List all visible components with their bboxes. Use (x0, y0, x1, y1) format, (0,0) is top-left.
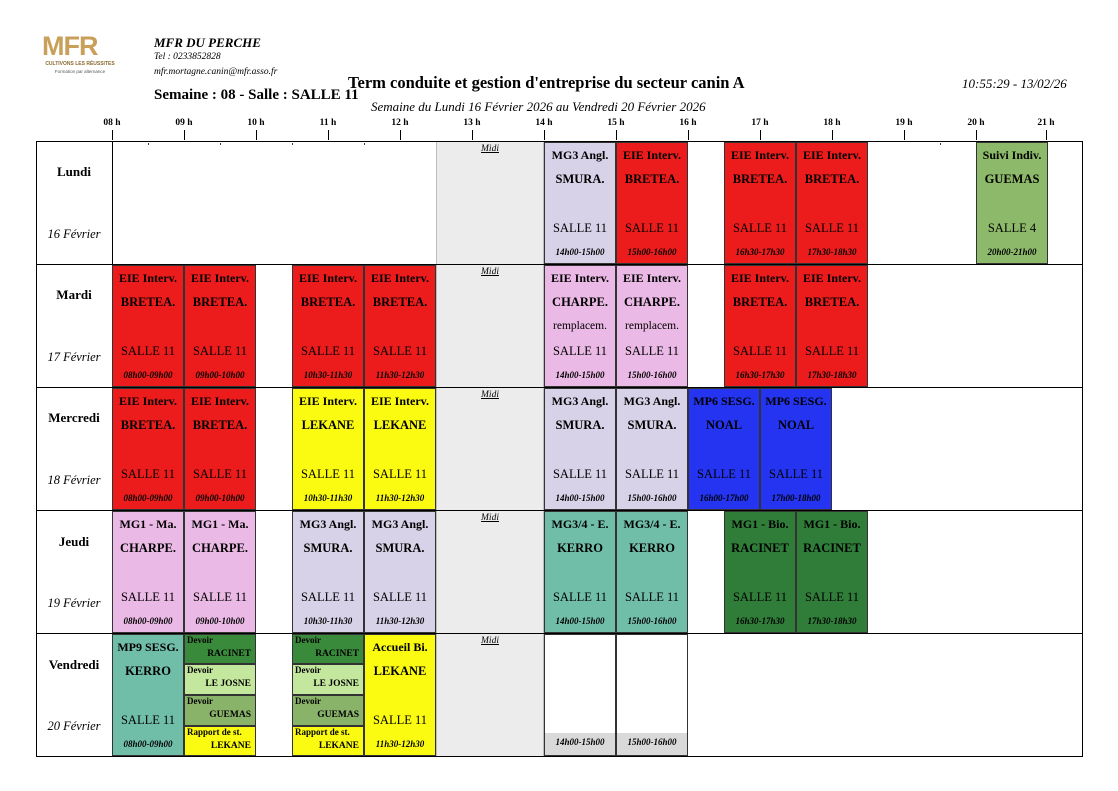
lesson-block[interactable] (760, 388, 832, 510)
lesson-teacher: SMURA. (375, 541, 425, 555)
lesson-block[interactable] (364, 265, 436, 387)
lesson-room: SALLE 11 (120, 344, 176, 358)
midi-label: Midi (481, 636, 499, 646)
lesson-time: 10h30-11h30 (303, 493, 353, 503)
lesson-block[interactable] (724, 265, 796, 387)
lesson-time: 17h30-18h30 (807, 370, 857, 380)
hour-label: 18 h (823, 118, 841, 128)
lesson-teacher: KERRO (557, 541, 603, 555)
lesson-teacher: CHARPE. (192, 541, 248, 555)
lesson-subject: EIE Interv. (190, 271, 249, 285)
lesson-subject: EIE Interv. (802, 271, 861, 285)
hour-tick (904, 130, 905, 140)
lesson-teacher: KERRO (125, 664, 171, 678)
hour-label: 12 h (391, 118, 409, 128)
lesson-room: SALLE 4 (987, 221, 1037, 235)
lesson-time: 10h30-11h30 (303, 370, 353, 380)
org-email: mfr.mortagne.canin@mfr.asso.fr (154, 67, 278, 77)
devoir-teacher: LEKANE (318, 741, 359, 751)
lesson-block[interactable] (184, 265, 256, 387)
devoir-label: Devoir (295, 696, 321, 706)
lesson-room: SALLE 11 (624, 590, 680, 604)
lesson-room: SALLE 11 (300, 590, 356, 604)
slot-time: 15h00-16h00 (627, 737, 677, 747)
lesson-subject: EIE Interv. (370, 271, 429, 285)
lesson-teacher: GUEMAS (984, 172, 1040, 186)
hour-tick (184, 130, 185, 140)
day-name: Vendredi (48, 657, 100, 672)
lesson-teacher: BRETEA. (804, 295, 860, 309)
lesson-teacher: RACINET (731, 541, 789, 555)
devoir-block[interactable] (184, 634, 256, 664)
lesson-subject: MG3 Angl. (551, 148, 609, 162)
devoir-label: Devoir (187, 635, 213, 645)
devoir-block[interactable] (292, 695, 364, 726)
lesson-block[interactable] (112, 511, 184, 633)
hour-tick (1046, 130, 1047, 140)
lunch-break (436, 142, 544, 264)
lesson-room: SALLE 11 (768, 467, 824, 481)
hour-label: 17 h (751, 118, 769, 128)
lesson-subject: EIE Interv. (298, 271, 357, 285)
lesson-room: SALLE 11 (120, 467, 176, 481)
lesson-teacher: KERRO (629, 541, 675, 555)
lesson-room: SALLE 11 (372, 467, 428, 481)
lesson-teacher: NOAL (777, 418, 815, 432)
devoir-teacher: GUEMAS (209, 710, 251, 720)
lesson-subject: MG1 - Ma. (119, 517, 177, 531)
lesson-room: SALLE 11 (552, 467, 608, 481)
lesson-block[interactable] (616, 142, 688, 264)
hour-label: 09 h (175, 118, 193, 128)
lesson-subject: EIE Interv. (622, 148, 681, 162)
devoir-block[interactable] (292, 726, 364, 756)
lesson-room: SALLE 11 (192, 467, 248, 481)
lesson-subject: EIE Interv. (118, 394, 177, 408)
lesson-block[interactable] (364, 634, 436, 756)
midi-label: Midi (481, 144, 499, 154)
lesson-subject: MP6 SESG. (765, 394, 827, 408)
lesson-room: SALLE 11 (624, 221, 680, 235)
lesson-teacher: BRETEA. (192, 295, 248, 309)
lesson-room: SALLE 11 (372, 713, 428, 727)
org-tel: Tel : 0233852828 (154, 52, 221, 62)
lesson-subject: MG1 - Bio. (803, 517, 861, 531)
lesson-room: SALLE 11 (696, 467, 752, 481)
lesson-subject: EIE Interv. (370, 394, 429, 408)
empty-slot[interactable] (544, 634, 616, 756)
devoir-teacher: LE JOSNE (205, 679, 251, 689)
lesson-time: 14h00-15h00 (555, 616, 605, 626)
hour-tick (112, 130, 113, 140)
hour-tick (832, 130, 833, 140)
lesson-subject: MG1 - Bio. (731, 517, 789, 531)
devoir-label: Rapport de st. (295, 727, 350, 737)
lesson-block[interactable] (544, 388, 616, 510)
logo-subtagline: Formation par alternance (54, 69, 106, 74)
lesson-teacher: CHARPE. (624, 295, 680, 309)
lesson-block[interactable] (724, 511, 796, 633)
devoir-label: Devoir (295, 635, 321, 645)
lesson-subject: EIE Interv. (550, 271, 609, 285)
slot-time: 14h00-15h00 (555, 737, 605, 747)
lesson-teacher: BRETEA. (120, 295, 176, 309)
lesson-teacher: LEKANE (373, 664, 427, 678)
lesson-teacher: CHARPE. (552, 295, 608, 309)
lesson-time: 11h30-12h30 (375, 739, 425, 749)
lesson-subject: EIE Interv. (802, 148, 861, 162)
lesson-teacher: BRETEA. (732, 172, 788, 186)
lesson-room: SALLE 11 (372, 590, 428, 604)
lesson-teacher: LEKANE (301, 418, 355, 432)
lesson-teacher: BRETEA. (372, 295, 428, 309)
lesson-time: 08h00-09h00 (123, 739, 173, 749)
lunch-break (436, 634, 544, 756)
hour-label: 11 h (319, 118, 337, 128)
day-name: Mercredi (48, 410, 100, 425)
hour-tick (472, 130, 473, 140)
lesson-block[interactable] (112, 265, 184, 387)
hour-tick (256, 130, 257, 140)
lesson-teacher: SMURA. (627, 418, 677, 432)
empty-slot[interactable] (616, 634, 688, 756)
devoir-block[interactable] (292, 634, 364, 664)
lesson-subject: Accueil Bi. (372, 640, 428, 654)
lesson-time: 14h00-15h00 (555, 247, 605, 257)
lesson-block[interactable] (796, 265, 868, 387)
lesson-room: SALLE 11 (804, 590, 860, 604)
lesson-time: 10h30-11h30 (303, 616, 353, 626)
lesson-teacher: NOAL (705, 418, 743, 432)
lesson-time: 08h00-09h00 (123, 370, 173, 380)
lesson-teacher: SMURA. (303, 541, 353, 555)
lesson-block[interactable] (292, 388, 364, 510)
lesson-time: 11h30-12h30 (375, 616, 425, 626)
mfr-logo (30, 32, 130, 82)
lesson-time: 20h00-21h00 (987, 247, 1037, 257)
hour-label: 08 h (103, 118, 121, 128)
lesson-note: remplacem. (625, 320, 679, 332)
hour-tick (328, 130, 329, 140)
lesson-subject: EIE Interv. (298, 394, 357, 408)
lesson-teacher: SMURA. (555, 418, 605, 432)
hour-label: 19 h (895, 118, 913, 128)
devoir-block[interactable] (184, 726, 256, 756)
lesson-block[interactable] (544, 142, 616, 264)
lesson-subject: MG3 Angl. (371, 517, 429, 531)
lesson-room: SALLE 11 (192, 344, 248, 358)
day-name: Lundi (57, 164, 91, 179)
lesson-time: 17h00-18h00 (771, 493, 821, 503)
hour-label: 21 h (1037, 118, 1055, 128)
devoir-teacher: GUEMAS (317, 710, 359, 720)
day-date: 20 Février (47, 719, 101, 733)
lesson-subject: MG3 Angl. (623, 394, 681, 408)
lesson-time: 16h30-17h30 (735, 370, 785, 380)
lesson-time: 17h30-18h30 (807, 247, 857, 257)
lesson-teacher: BRETEA. (192, 418, 248, 432)
lesson-block[interactable] (292, 511, 364, 633)
hour-label: 14 h (535, 118, 553, 128)
lesson-room: SALLE 11 (552, 590, 608, 604)
lesson-block[interactable] (724, 142, 796, 264)
lesson-room: SALLE 11 (120, 590, 176, 604)
lesson-time: 11h30-12h30 (375, 370, 425, 380)
lesson-time: 11h30-12h30 (375, 493, 425, 503)
lesson-room: SALLE 11 (552, 344, 608, 358)
lesson-block[interactable] (796, 142, 868, 264)
lunch-break (436, 511, 544, 633)
lesson-time: 08h00-09h00 (123, 493, 173, 503)
lesson-subject: MG3/4 - E. (551, 517, 609, 531)
lesson-block[interactable] (976, 142, 1048, 264)
devoir-label: Devoir (187, 665, 213, 675)
hour-tick (688, 130, 689, 140)
devoir-block[interactable] (184, 664, 256, 695)
lesson-room: SALLE 11 (732, 344, 788, 358)
devoir-block[interactable] (184, 695, 256, 726)
lesson-block[interactable] (364, 388, 436, 510)
lesson-teacher: CHARPE. (120, 541, 176, 555)
devoir-teacher: RACINET (207, 649, 251, 659)
lesson-room: SALLE 11 (372, 344, 428, 358)
lesson-time: 09h00-10h00 (195, 616, 245, 626)
week-room-label: Semaine : 08 - Salle : SALLE 11 (154, 87, 359, 103)
lesson-teacher: BRETEA. (300, 295, 356, 309)
lesson-time: 08h00-09h00 (123, 616, 173, 626)
lesson-teacher: LEKANE (373, 418, 427, 432)
devoir-block[interactable] (292, 664, 364, 695)
hour-tick (616, 130, 617, 140)
lesson-block[interactable] (184, 511, 256, 633)
lesson-block[interactable] (544, 511, 616, 633)
hour-label: 13 h (463, 118, 481, 128)
lesson-block[interactable] (616, 511, 688, 633)
lesson-teacher: BRETEA. (120, 418, 176, 432)
lesson-room: SALLE 11 (300, 467, 356, 481)
lesson-time: 16h30-17h30 (735, 616, 785, 626)
hour-label: 10 h (247, 118, 265, 128)
midi-label: Midi (481, 390, 499, 400)
lesson-time: 15h00-16h00 (627, 370, 677, 380)
day-name: Mardi (56, 287, 92, 302)
lesson-teacher: SMURA. (555, 172, 605, 186)
lesson-time: 14h00-15h00 (555, 493, 605, 503)
timestamp: 10:55:29 - 13/02/26 (962, 76, 1067, 91)
lesson-subject: EIE Interv. (730, 148, 789, 162)
lesson-subject: MG3/4 - E. (623, 517, 681, 531)
lesson-time: 17h30-18h30 (807, 616, 857, 626)
lesson-block[interactable] (292, 265, 364, 387)
week-range-subtitle: Semaine du Lundi 16 Février 2026 au Vendredi 20 Février 2026 (371, 99, 706, 114)
hour-tick (976, 130, 977, 140)
devoir-label: Rapport de st. (187, 727, 242, 737)
day-date: 16 Février (47, 227, 101, 241)
lunch-break (436, 265, 544, 387)
lesson-time: 15h00-16h00 (627, 247, 677, 257)
lesson-room: SALLE 11 (804, 221, 860, 235)
lesson-room: SALLE 11 (552, 221, 608, 235)
slot-time-bar (617, 733, 687, 755)
lesson-time: 14h00-15h00 (555, 370, 605, 380)
lesson-block[interactable] (544, 265, 616, 387)
lesson-teacher: BRETEA. (732, 295, 788, 309)
logo-text: MFR (42, 31, 98, 61)
devoir-teacher: LEKANE (210, 741, 251, 751)
lesson-subject: EIE Interv. (190, 394, 249, 408)
lesson-room: SALLE 11 (732, 590, 788, 604)
hour-label: 16 h (679, 118, 697, 128)
lesson-room: SALLE 11 (120, 713, 176, 727)
lesson-room: SALLE 11 (192, 590, 248, 604)
lesson-time: 16h00-17h00 (699, 493, 749, 503)
lesson-note: remplacem. (553, 320, 607, 332)
lesson-subject: MG3 Angl. (551, 394, 609, 408)
lesson-room: SALLE 11 (732, 221, 788, 235)
lesson-teacher: BRETEA. (624, 172, 680, 186)
lesson-room: SALLE 11 (804, 344, 860, 358)
lesson-block[interactable] (616, 388, 688, 510)
devoir-teacher: RACINET (315, 649, 359, 659)
lesson-room: SALLE 11 (624, 344, 680, 358)
day-date: 17 Février (47, 350, 101, 364)
hour-tick (544, 130, 545, 140)
lesson-block[interactable] (112, 634, 184, 756)
devoir-teacher: LE JOSNE (313, 679, 359, 689)
lesson-block[interactable] (184, 388, 256, 510)
hour-label: 15 h (607, 118, 625, 128)
lesson-time: 16h30-17h30 (735, 247, 785, 257)
page-title: Term conduite et gestion d'entreprise du secteur canin A (348, 73, 745, 92)
lesson-time: 09h00-10h00 (195, 493, 245, 503)
lesson-subject: MG3 Angl. (299, 517, 357, 531)
lesson-time: 15h00-16h00 (627, 493, 677, 503)
lesson-subject: EIE Interv. (622, 271, 681, 285)
lesson-teacher: BRETEA. (804, 172, 860, 186)
lesson-block[interactable] (616, 265, 688, 387)
lesson-subject: EIE Interv. (730, 271, 789, 285)
devoir-label: Devoir (187, 696, 213, 706)
hour-tick (400, 130, 401, 140)
lesson-time: 09h00-10h00 (195, 370, 245, 380)
lesson-teacher: RACINET (803, 541, 861, 555)
day-name: Jeudi (58, 534, 90, 549)
devoir-label: Devoir (295, 665, 321, 675)
day-date: 18 Février (47, 473, 101, 487)
lesson-block[interactable] (364, 511, 436, 633)
lesson-room: SALLE 11 (624, 467, 680, 481)
lesson-subject: MP9 SESG. (117, 640, 179, 654)
day-date: 19 Février (47, 596, 101, 610)
lesson-block[interactable] (796, 511, 868, 633)
midi-label: Midi (481, 267, 499, 277)
logo-tagline: CULTIVONS LES RÉUSSITES (45, 61, 115, 67)
lesson-block[interactable] (688, 388, 760, 510)
lesson-subject: Suivi Indiv. (982, 148, 1042, 162)
midi-label: Midi (481, 513, 499, 523)
lesson-time: 15h00-16h00 (627, 616, 677, 626)
lesson-room: SALLE 11 (300, 344, 356, 358)
hour-label: 20 h (967, 118, 985, 128)
org-name: MFR DU PERCHE (154, 35, 261, 50)
lunch-break (436, 388, 544, 510)
lesson-subject: MP6 SESG. (693, 394, 755, 408)
lesson-block[interactable] (112, 388, 184, 510)
slot-time-bar (545, 733, 615, 755)
lesson-subject: EIE Interv. (118, 271, 177, 285)
lesson-subject: MG1 - Ma. (191, 517, 249, 531)
hour-tick (760, 130, 761, 140)
